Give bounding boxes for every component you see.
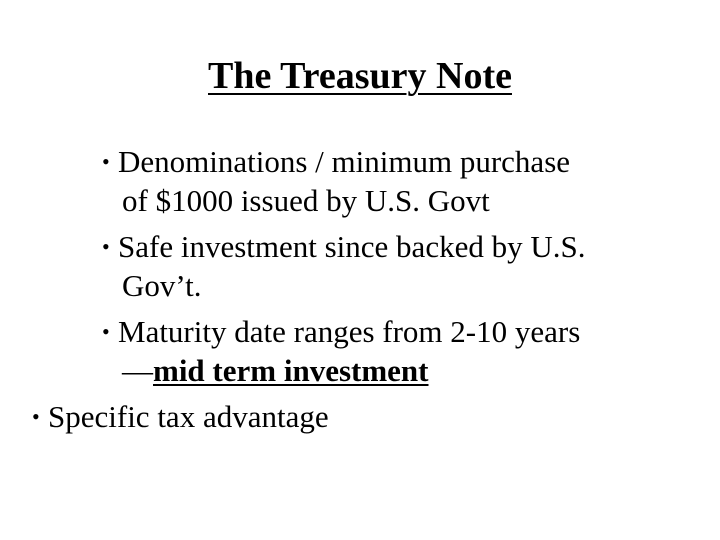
bullet-maturity	[0, 312, 720, 390]
bullet-dot: •	[102, 234, 110, 259]
emphasis-text: mid term investment	[153, 353, 429, 388]
bullet-text-continuation: of $1000 issued by U.S. Govt	[122, 183, 490, 218]
em-dash: —	[122, 353, 153, 388]
bullet-text: Maturity date ranges from 2-10 years	[118, 314, 581, 349]
bullet-dot: •	[102, 319, 110, 344]
bullet-text: Safe investment since backed by U.S.	[118, 229, 586, 264]
bullet-denominations	[0, 142, 720, 220]
bullet-list	[0, 142, 720, 443]
bullet-text-continuation: Gov’t.	[122, 268, 202, 303]
bullet-dot: •	[32, 404, 40, 429]
bullet-dot: •	[102, 149, 110, 174]
bullet-tax-advantage	[0, 397, 720, 436]
slide-title: The Treasury Note	[208, 55, 512, 97]
bullet-text: Denominations / minimum purchase	[118, 144, 571, 179]
bullet-text-continuation	[102, 351, 720, 390]
bullet-text: Specific tax advantage	[48, 399, 329, 434]
bullet-safe-investment	[0, 227, 720, 305]
